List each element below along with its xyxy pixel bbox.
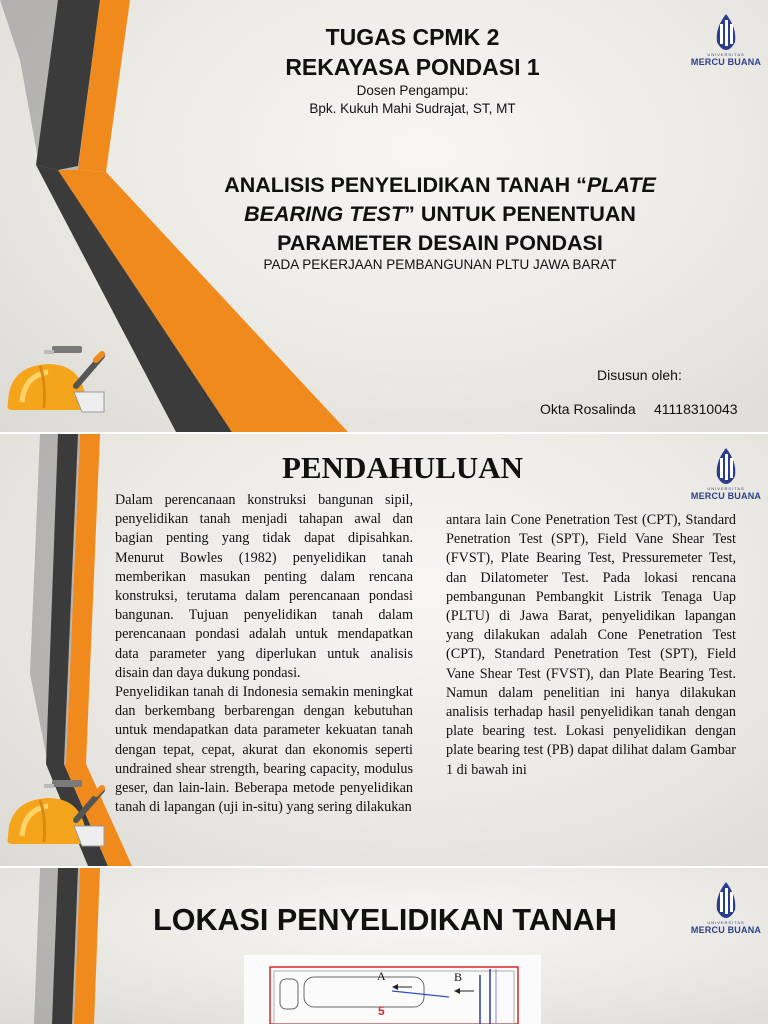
course-title [200, 22, 625, 82]
mercu-buana-logo [690, 880, 762, 935]
author-id: 41118310043 [654, 401, 738, 417]
paper-subheading: PADA PEKERJAAN PEMBANGUNAN PLTU JAWA BARAT [263, 257, 617, 272]
logo-icon [711, 446, 741, 484]
introduction-slide [0, 434, 768, 866]
logo-university-label: UNIVERSITAS [707, 486, 745, 491]
course-title-line1: TUGAS CPMK 2 [325, 24, 500, 50]
heading-part2: ” UNTUK PENENTUAN PARAMETER DESAIN PONDASI [277, 202, 636, 255]
section-title: LOKASI PENYELIDIKAN TANAH [153, 903, 617, 937]
map-label-5: 5 [378, 1004, 385, 1018]
intro-paragraph-1: Dalam perencanaan konstruksi bangunan sipil, penyelidikan tanah menjadi tahapan awal dan bagian penting yang tidak dapat dipisahkan. Menurut Bowles (1982) penyelidikan tanah memberikan masukan penting dalam rencana konstruksi, terutama dalam perencanaan pondasi bangunan. Tujuan penyelidikan tanah dalam perencanaan pondasi adalah untuk mendapatkan data parameter yang diperlukan untuk analisis disain dan daya dukung pondasi. [115, 492, 413, 681]
logo-university-name: MERCU BUANA [690, 925, 762, 935]
map-label-a: A [377, 969, 386, 983]
logo-university-name: MERCU BUANA [690, 57, 762, 67]
intro-paragraph-3: antara lain Cone Penetration Test (CPT), Standard Penetration Test (SPT), Field Vane Shear Test (FVST), Plate Bearing Test, Pressuremeter Test, dan Dilatometer Test. Pada lokasi rencana pembangunan Pembangkit Listrik Tenaga Uap (PLTU) di Jawa Barat, penyelidikan lapangan yang dilakukan adalah Cone Penetration Test (CPT), Standard Penetration Test (SPT), Field Vane Shear Test (FVST), dan Plate Bearing Test. Namun dalam penelitian ini hanya dilakukan analisis terhadap hasil penyelidikan tanah dengan plate bearing test. Lokasi penyelidikan dengan plate bearing test (PB) dapat dilihat dalam Gambar 1 di bawah ini [446, 512, 736, 778]
text-column-left [115, 491, 413, 866]
site-map-drawing [244, 955, 541, 1024]
lecturer-block [200, 82, 625, 118]
logo-icon [711, 880, 741, 918]
heading-italic: PLATE BEARING TEST [244, 173, 656, 226]
course-title-line2: REKAYASA PONDASI 1 [285, 54, 540, 80]
map-label-b: B [454, 970, 463, 984]
paper-heading [190, 171, 690, 258]
lecturer-name: Bpk. Kukuh Mahi Sudrajat, ST, MT [309, 101, 516, 116]
mercu-buana-logo [690, 446, 762, 501]
text-column-right [446, 511, 736, 780]
logo-university-name: MERCU BUANA [690, 491, 762, 501]
heading-part1: ANALISIS PENYELIDIKAN TANAH “ [224, 173, 587, 197]
author-name: Okta Rosalinda [540, 401, 636, 417]
section-title: PENDAHULUAN [281, 450, 524, 485]
intro-paragraph-2: Penyelidikan tanah di Indonesia semakin meningkat dan berkembang berbarengan dengan kebutuhan untuk mendapatkan data parameter kekuatan tanah dengan tepat, cepat, akurat dan ekonomis seperti undrained shear strength, bearing capacity, modulus geser, dan lain-lain. Beberapa metode penyelidikan tanah di lapangan (uji in-situ) yang sering dilakukan [115, 684, 413, 816]
location-slide [0, 868, 768, 1024]
lecturer-label: Dosen Pengampu: [356, 83, 469, 98]
logo-university-label: UNIVERSITAS [707, 52, 745, 57]
site-map-figure [244, 955, 541, 1024]
logo-icon [711, 12, 741, 50]
prepared-by-label: Disusun oleh: [597, 367, 682, 383]
title-slide [0, 0, 768, 432]
logo-university-label: UNIVERSITAS [707, 920, 745, 925]
mercu-buana-logo [690, 12, 762, 67]
